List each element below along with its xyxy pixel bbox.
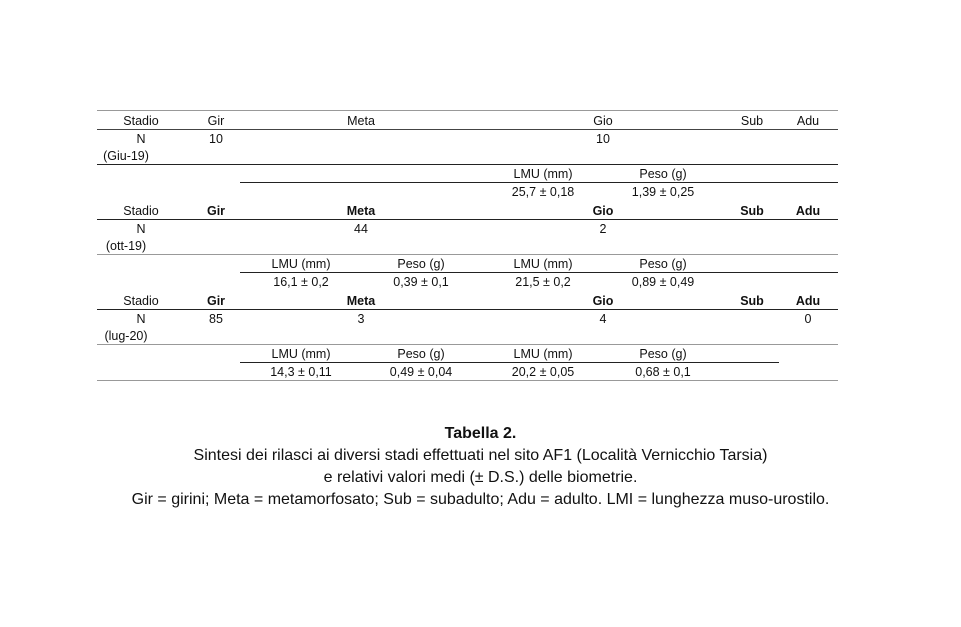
row-n: N: [136, 132, 146, 146]
row-n: N: [136, 222, 146, 236]
label-meta-lmu: LMU (mm): [271, 347, 331, 361]
value-gio-peso: 0,68 ± 0,1: [635, 365, 691, 379]
value-meta-peso: 0,39 ± 0,1: [393, 275, 449, 289]
count-gir: 85: [209, 312, 223, 326]
header-rule: [97, 129, 838, 130]
count-gio: 10: [596, 132, 610, 146]
value-meta-lmu: 16,1 ± 0,2: [273, 275, 329, 289]
header-adu: Adu: [795, 204, 821, 218]
header-gio: Gio: [592, 294, 614, 308]
value-gio-lmu: 25,7 ± 0,18: [511, 185, 575, 199]
label-meta-lmu: LMU (mm): [271, 257, 331, 271]
header-meta: Meta: [346, 294, 376, 308]
caption-line-2: e relativi valori medi (± D.S.) delle biometrie.: [323, 469, 638, 486]
header-meta: Meta: [347, 114, 375, 128]
header-rule: [97, 219, 838, 220]
value-meta-peso: 0,49 ± 0,04: [389, 365, 453, 379]
header-rule: [97, 309, 838, 310]
measure-label-rule: [240, 182, 838, 183]
header-sub: Sub: [740, 114, 764, 128]
label-gio-lmu: LMU (mm): [513, 347, 573, 361]
value-meta-lmu: 14,3 ± 0,11: [270, 365, 332, 379]
label-gio-lmu: LMU (mm): [513, 167, 573, 181]
header-adu: Adu: [796, 114, 820, 128]
value-gio-peso: 0,89 ± 0,49: [631, 275, 695, 289]
label-gio-lmu: LMU (mm): [513, 257, 573, 271]
label-meta-peso: Peso (g): [397, 257, 445, 271]
caption-title: Tabella 2.: [444, 425, 517, 442]
header-meta: Meta: [346, 204, 376, 218]
label-gio-peso: Peso (g): [639, 167, 687, 181]
table-top-rule: [97, 110, 838, 111]
header-stadio: Stadio: [123, 204, 159, 218]
count-gio: 2: [599, 222, 607, 236]
header-gio: Gio: [592, 204, 614, 218]
header-sub: Sub: [740, 294, 764, 308]
row-date: (Giu-19): [103, 149, 149, 163]
count-adu: 0: [804, 312, 812, 326]
count-meta: 44: [354, 222, 368, 236]
separator-rule: [97, 344, 838, 345]
measure-label-rule: [240, 362, 779, 363]
count-gio: 4: [599, 312, 607, 326]
value-gio-peso: 1,39 ± 0,25: [631, 185, 695, 199]
header-adu: Adu: [795, 294, 821, 308]
header-gir: Gir: [206, 294, 226, 308]
separator-rule: [97, 254, 838, 255]
caption-line-3: Gir = girini; Meta = metamorfosato; Sub = subadulto; Adu = adulto. LMI = lunghezza muso-urostilo.: [131, 491, 830, 508]
label-meta-peso: Peso (g): [397, 347, 445, 361]
label-gio-peso: Peso (g): [639, 257, 687, 271]
row-date: (ott-19): [105, 239, 147, 253]
row-date: (lug-20): [104, 329, 148, 343]
table-bottom-rule: [97, 380, 838, 381]
count-gir: 10: [209, 132, 223, 146]
header-sub: Sub: [740, 204, 764, 218]
label-gio-peso: Peso (g): [639, 347, 687, 361]
count-meta: 3: [357, 312, 365, 326]
header-stadio: Stadio: [123, 114, 159, 128]
header-gio: Gio: [593, 114, 613, 128]
value-gio-lmu: 20,2 ± 0,05: [511, 365, 575, 379]
value-gio-lmu: 21,5 ± 0,2: [515, 275, 571, 289]
row-n: N: [136, 312, 146, 326]
header-gir: Gir: [207, 114, 225, 128]
separator-rule: [97, 164, 838, 165]
header-gir: Gir: [206, 204, 226, 218]
measure-label-rule: [240, 272, 838, 273]
table-caption: [0, 423, 961, 511]
caption-line-1: Sintesi dei rilasci ai diversi stadi effettuati nel sito AF1 (Località Vernicchio Tarsia): [193, 447, 768, 464]
header-stadio: Stadio: [123, 294, 159, 308]
